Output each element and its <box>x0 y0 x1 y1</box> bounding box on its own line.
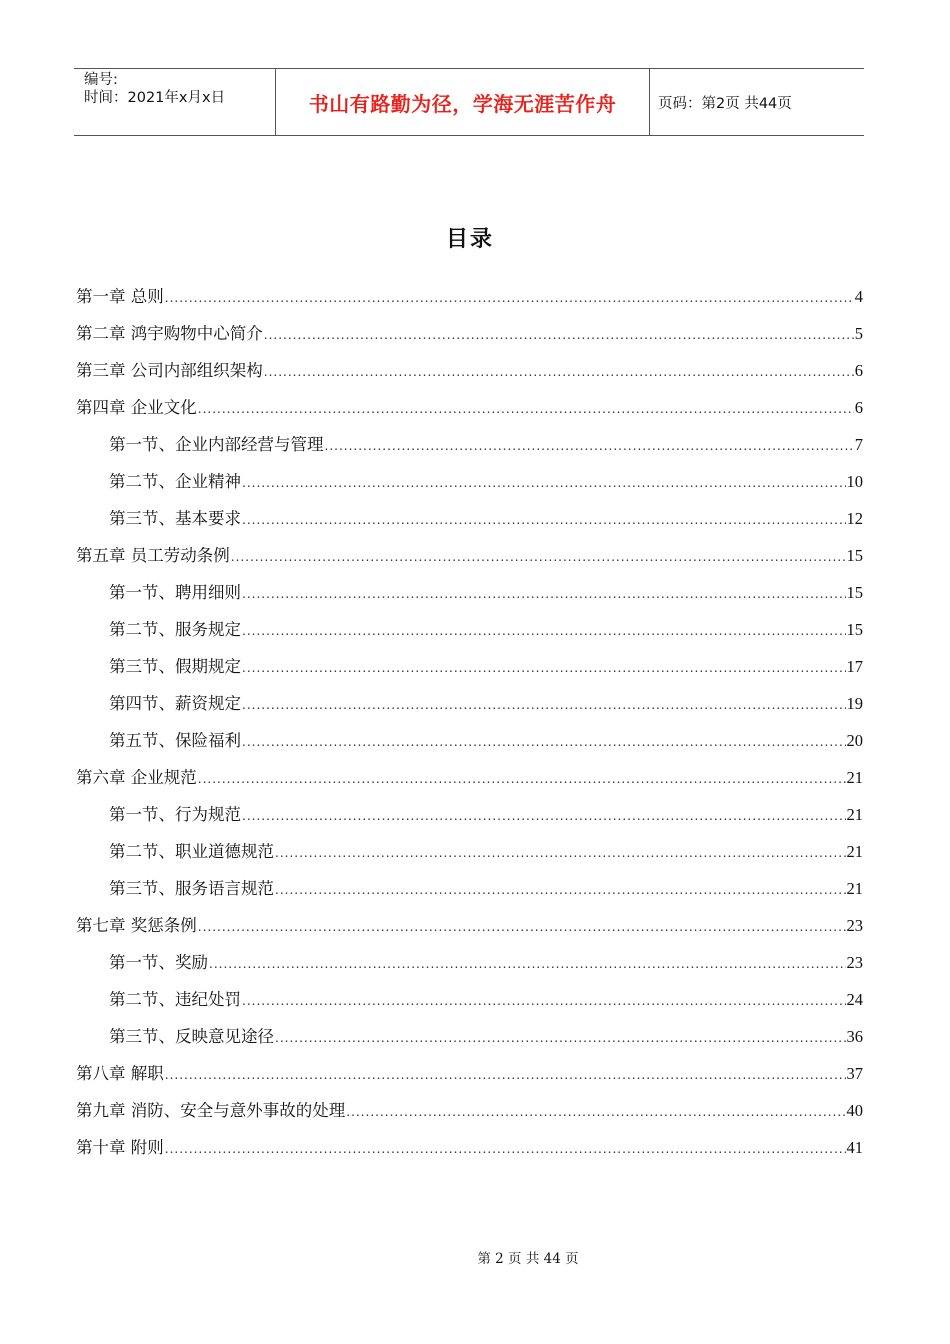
toc-dot-leader <box>275 883 846 897</box>
toc-dot-leader <box>165 1142 846 1156</box>
toc-title: 目录 <box>445 227 494 252</box>
toc-entry-label: 第四节、薪资规定 <box>109 694 241 713</box>
toc-entry-page: 7 <box>854 435 863 454</box>
toc-dot-leader <box>242 624 846 638</box>
toc-dot-leader <box>242 513 846 527</box>
toc-entry-page: 15 <box>846 620 863 639</box>
toc-entry-page: 40 <box>846 1101 863 1120</box>
page-footer: 第 2 页 共 44 页 <box>477 1251 579 1267</box>
toc-entry-label: 第六章 企业规范 <box>76 768 197 787</box>
toc-section-entry[interactable] <box>76 1023 863 1060</box>
toc-section-entry[interactable] <box>76 431 863 468</box>
toc-entry-label: 第七章 奖惩条例 <box>76 916 197 935</box>
toc-entry-label: 第十章 附则 <box>76 1138 164 1157</box>
toc-section-entry[interactable] <box>76 468 863 505</box>
toc-entry-page: 24 <box>846 990 863 1009</box>
toc-dot-leader <box>242 735 846 749</box>
toc-dot-leader <box>346 1105 845 1119</box>
toc-entry-label: 第二章 鸿宇购物中心简介 <box>76 324 263 343</box>
toc-chapter-entry[interactable] <box>76 764 863 801</box>
toc-entry-label: 第二节、企业精神 <box>109 472 241 491</box>
toc-dot-leader <box>165 291 854 305</box>
toc-entry-label: 第五章 员工劳动条例 <box>76 546 230 565</box>
toc-entry-label: 第三节、反映意见途径 <box>109 1027 274 1046</box>
toc-entry-page: 12 <box>846 509 863 528</box>
document-number-label: 编号: <box>84 72 118 88</box>
toc-entry-page: 15 <box>846 583 863 602</box>
toc-section-entry[interactable] <box>76 616 863 653</box>
toc-entry-page: 4 <box>854 287 863 306</box>
toc-entry-label: 第一节、行为规范 <box>109 805 241 824</box>
toc-section-entry[interactable] <box>76 949 863 986</box>
toc-entry-page: 20 <box>846 731 863 750</box>
toc-entry-page: 6 <box>854 361 863 380</box>
toc-dot-leader <box>198 402 854 416</box>
toc-entry-page: 21 <box>846 805 863 824</box>
toc-entry-label: 第五节、保险福利 <box>109 731 241 750</box>
toc-dot-leader <box>275 846 846 860</box>
toc-dot-leader <box>198 920 846 934</box>
toc-section-entry[interactable] <box>76 875 863 912</box>
toc-entry-label: 第八章 解职 <box>76 1064 164 1083</box>
toc-entry-page: 41 <box>846 1138 863 1157</box>
toc-entry-label: 第二节、违纪处罚 <box>109 990 241 1009</box>
toc-entry-label: 第一节、企业内部经营与管理 <box>109 435 324 454</box>
toc-entry-page: 21 <box>846 842 863 861</box>
toc-dot-leader <box>231 550 846 564</box>
toc-entry-label: 第三章 公司内部组织架构 <box>76 361 263 380</box>
toc-dot-leader <box>325 439 854 453</box>
toc-chapter-entry[interactable] <box>76 394 863 431</box>
toc-section-entry[interactable] <box>76 653 863 690</box>
toc-entry-page: 15 <box>846 546 863 565</box>
toc-dot-leader <box>275 1031 846 1045</box>
header-meta-cell <box>74 69 276 135</box>
toc-entry-page: 21 <box>846 879 863 898</box>
toc-entry-label: 第一章 总则 <box>76 287 164 306</box>
toc-dot-leader <box>242 587 846 601</box>
toc-section-entry[interactable] <box>76 838 863 875</box>
toc-entry-page: 17 <box>846 657 863 676</box>
toc-section-entry[interactable] <box>76 801 863 838</box>
toc-entry-page: 6 <box>854 398 863 417</box>
toc-dot-leader <box>242 994 846 1008</box>
toc-chapter-entry[interactable] <box>76 357 863 394</box>
toc-entry-label: 第一节、奖励 <box>109 953 208 972</box>
toc-dot-leader <box>242 698 846 712</box>
toc-entry-label: 第三节、假期规定 <box>109 657 241 676</box>
toc-dot-leader <box>242 661 846 675</box>
toc-chapter-entry[interactable] <box>76 542 863 579</box>
toc-entry-page: 37 <box>846 1064 863 1083</box>
document-date: 时间：2021年x月x日 <box>84 90 226 106</box>
toc-chapter-entry[interactable] <box>76 283 863 320</box>
toc-entry-label: 第二节、职业道德规范 <box>109 842 274 861</box>
toc-entry-page: 21 <box>846 768 863 787</box>
toc-dot-leader <box>209 957 846 971</box>
document-header <box>74 68 864 136</box>
toc-entry-label: 第二节、服务规定 <box>109 620 241 639</box>
toc-entry-label: 第三节、基本要求 <box>109 509 241 528</box>
toc-dot-leader <box>264 365 854 379</box>
toc-chapter-entry[interactable] <box>76 1134 863 1171</box>
toc-section-entry[interactable] <box>76 727 863 764</box>
header-motto: 书山有路勤为径，学海无涯苦作舟 <box>276 69 650 135</box>
toc-dot-leader <box>264 328 854 342</box>
toc-entry-label: 第四章 企业文化 <box>76 398 197 417</box>
toc-chapter-entry[interactable] <box>76 320 863 357</box>
toc-dot-leader <box>242 476 846 490</box>
toc-dot-leader <box>198 772 846 786</box>
toc-section-entry[interactable] <box>76 690 863 727</box>
toc-chapter-entry[interactable] <box>76 1097 863 1134</box>
header-page-info: 页码：第2页 共44页 <box>658 95 792 112</box>
toc-entry-page: 36 <box>846 1027 863 1046</box>
toc-entry-page: 23 <box>846 916 863 935</box>
toc-entry-label: 第三节、服务语言规范 <box>109 879 274 898</box>
toc-section-entry[interactable] <box>76 579 863 616</box>
table-of-contents <box>76 283 863 1171</box>
toc-dot-leader <box>242 809 846 823</box>
toc-entry-page: 23 <box>846 953 863 972</box>
toc-entry-page: 10 <box>846 472 863 491</box>
toc-entry-label: 第一节、聘用细则 <box>109 583 241 602</box>
toc-dot-leader <box>165 1068 846 1082</box>
toc-chapter-entry[interactable] <box>76 1060 863 1097</box>
toc-section-entry[interactable] <box>76 505 863 542</box>
toc-section-entry[interactable] <box>76 986 863 1023</box>
toc-entry-page: 19 <box>846 694 863 713</box>
toc-entry-label: 第九章 消防、安全与意外事故的处理 <box>76 1101 346 1120</box>
toc-chapter-entry[interactable] <box>76 912 863 949</box>
toc-entry-page: 5 <box>854 324 863 343</box>
